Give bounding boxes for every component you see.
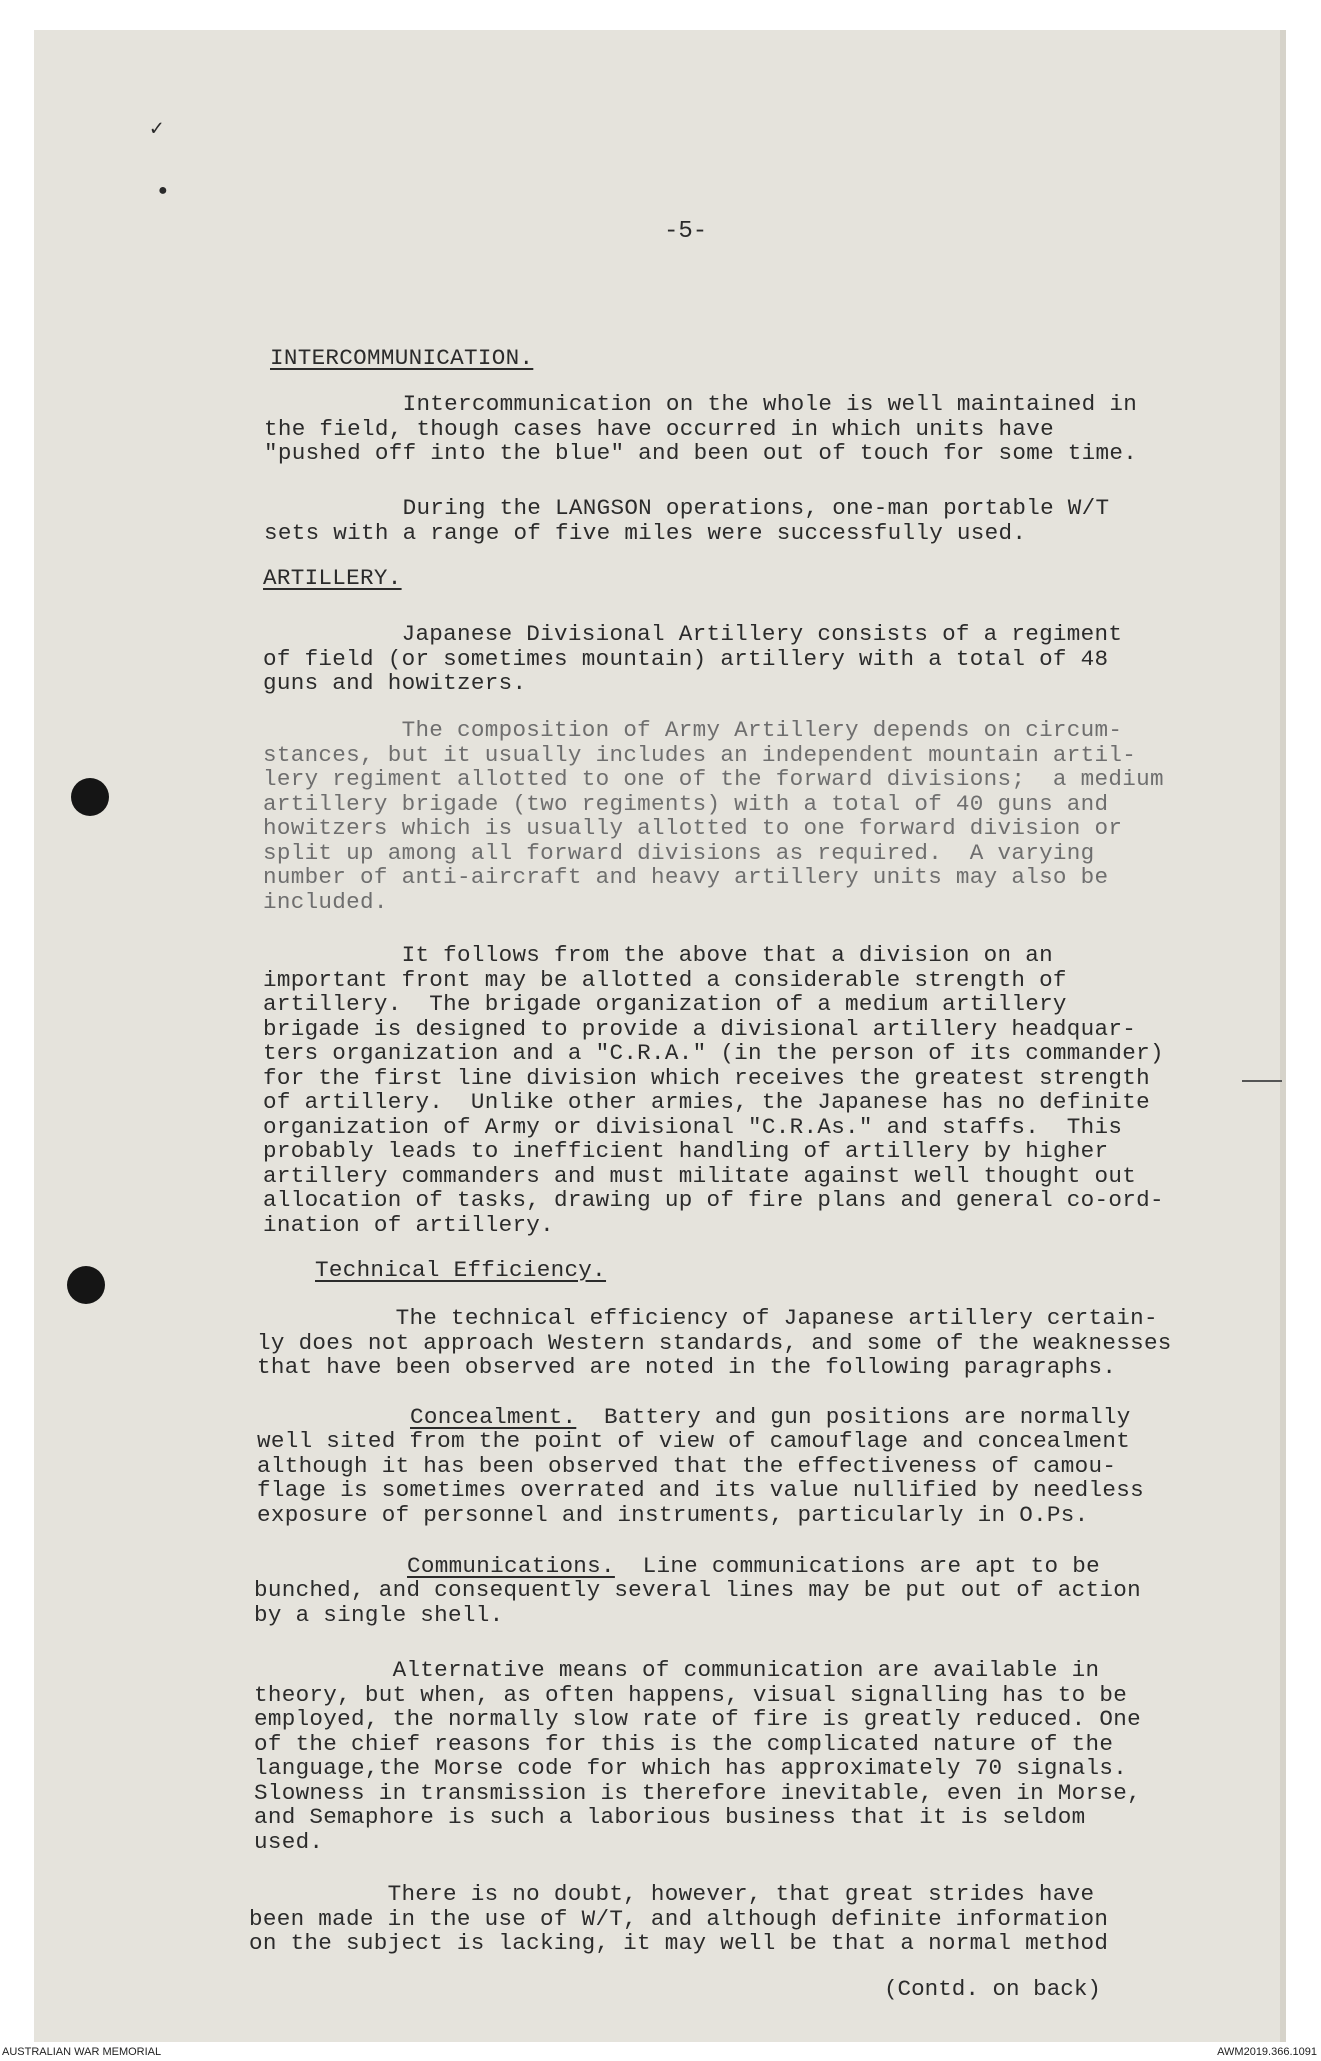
concealment-first-line-rest: Battery and gun positions are normally — [576, 1404, 1131, 1430]
communications-label: Communications. — [407, 1553, 615, 1579]
heading-intercommunication: INTERCOMMUNICATION. — [270, 345, 534, 371]
communications-first-line — [254, 1554, 1100, 1579]
heading-technical-efficiency: Technical Efficiency. — [315, 1257, 607, 1283]
punch-hole-bottom — [67, 1266, 105, 1304]
concealment-first-line — [257, 1405, 1131, 1430]
continued-note: (Contd. on back) — [884, 1976, 1101, 2002]
para-artillery-3: It follows from the above that a division on an important front may be allotted a considerable strength of artillery. The brigade organization of a medium artillery brigade is designed to provide a divisional artillery headquar- ters organization and a "C.R.A." (in the person of its commander) for the first line division which receives the greatest strength of artillery. Unlike other armies, the Japanese has no definite organization of Army or divisional "C.R.As." and staffs. This probably leads to inefficient handling of artillery by higher artillery commanders and must militate against well thought out allocation of tasks, drawing up of fire plans and general co-ord- ination of artillery. — [263, 942, 1164, 1238]
communications-first-line-rest: Line communications are apt to be — [614, 1553, 1100, 1579]
punch-hole-top — [71, 778, 109, 816]
footer-right: AWM2019.366.1091 — [1217, 2046, 1317, 2058]
para-intercommunication-2: During the LANGSON operations, one-man portable W/T sets with a range of five miles were successfully used. — [264, 495, 1110, 546]
para-communications: bunched, and consequently several lines may be put out of action by a single shell. — [254, 1577, 1141, 1628]
margin-mark-icon: ✓ — [150, 117, 164, 142]
heading-artillery: ARTILLERY. — [263, 565, 402, 591]
ink-spot-icon: ● — [158, 182, 168, 200]
concealment-label: Concealment. — [410, 1404, 577, 1430]
para-concealment: well sited from the point of view of camouflage and concealment although it has been observed that the effectiveness of camou- flage is sometimes overrated and its value nullified by needless exposure of personnel and instruments, particularly in O.Ps. — [257, 1428, 1144, 1528]
document-page — [34, 30, 1286, 2042]
para-technical-intro: The technical efficiency of Japanese artillery certain- ly does not approach Western standards, and some of the weaknesses that have been observed are noted in the following paragraphs. — [257, 1305, 1172, 1380]
page-number: -5- — [664, 218, 708, 245]
para-intercommunication-1: Intercommunication on the whole is well maintained in the field, though cases have occurred in which units have "pushed off into the blue" and been out of touch for some time. — [264, 391, 1138, 466]
para-artillery-2: The composition of Army Artillery depends on circum- stances, but it usually includes an independent mountain artil- lery regiment allotted to one of the forward divisions; a medium artillery brigade (two regiments) with a total of 40 guns and howitzers which is usually allotted to one forward division or split up among all forward divisions as required. A varying number of anti-aircraft and heavy artillery units may also be included. — [263, 717, 1164, 915]
para-artillery-1: Japanese Divisional Artillery consists of a regiment of field (or sometimes mountain) artillery with a total of 48 guns and howitzers. — [263, 621, 1123, 696]
page-edge — [1280, 30, 1286, 2042]
footer-left: AUSTRALIAN WAR MEMORIAL — [2, 2046, 162, 2058]
margin-dash — [1242, 1080, 1282, 1082]
para-no-doubt: There is no doubt, however, that great strides have been made in the use of W/T, and although definite information on the subject is lacking, it may well be that a normal method — [249, 1881, 1109, 1956]
para-alternative-means: Alternative means of communication are available in theory, but when, as often happens, visual signalling has to be employed, the normally slow rate of fire is greatly reduced. One of the chief reasons for this is the complicated nature of the language,the Morse code for which has approximately 70 signals. Slowness in transmission is therefore inevitable, even in Morse, and Semaphore is such a laborious business that it is seldom used. — [254, 1657, 1141, 1855]
